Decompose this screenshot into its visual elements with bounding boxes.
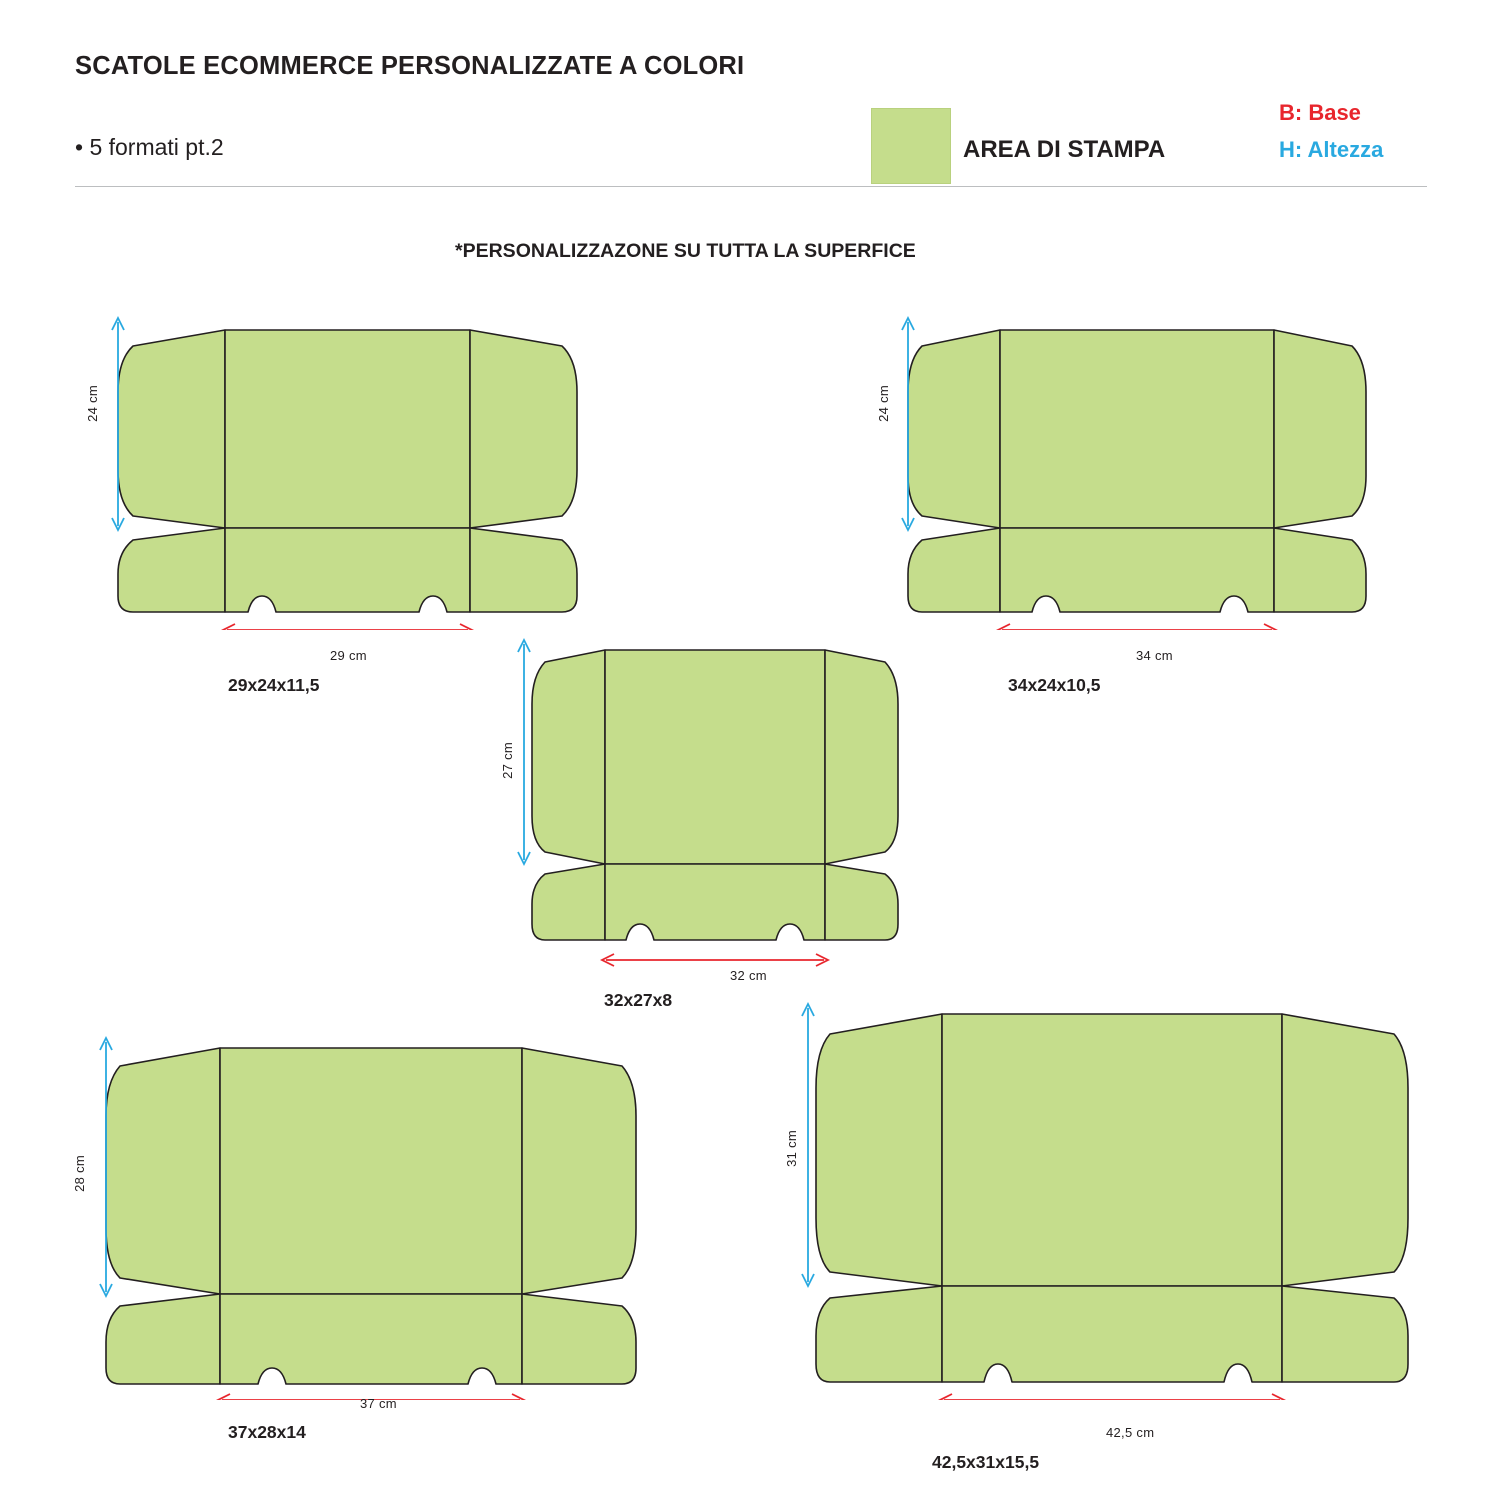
bottom-center-panel: [225, 528, 470, 612]
height-label-box1: 24 cm: [85, 385, 100, 422]
width-arrow: [998, 624, 1276, 630]
width-label-box2: 34 cm: [1136, 648, 1173, 663]
right-flap: [1282, 1014, 1408, 1286]
box-dieline-svg: [90, 1030, 650, 1400]
bottom-right-flap: [1274, 528, 1366, 612]
center-panel: [220, 1048, 522, 1294]
box-dieline-svg: [790, 1000, 1420, 1400]
bottom-center-panel: [1000, 528, 1274, 612]
height-label-box3: 27 cm: [500, 742, 515, 779]
left-flap: [908, 330, 1000, 528]
bottom-right-flap: [522, 1294, 636, 1384]
personalization-note: *PERSONALIZZAZONE SU TUTTA LA SUPERFICE: [455, 240, 916, 262]
caption-box2: 34x24x10,5: [1008, 675, 1101, 695]
center-panel: [1000, 330, 1274, 528]
left-flap: [118, 330, 225, 528]
legend-altezza-label: H: Altezza: [1279, 137, 1384, 162]
header: [0, 0, 1500, 190]
bottom-center-panel: [220, 1294, 522, 1384]
right-flap: [1274, 330, 1366, 528]
width-label-box4: 37 cm: [360, 1396, 397, 1411]
print-area-label: AREA DI STAMPA: [963, 136, 1166, 163]
box-dieline-svg: [100, 300, 600, 630]
box-diagram-34x24x10-5: [870, 300, 1370, 630]
left-flap: [816, 1014, 942, 1286]
box-diagram-29x24x11-5: [100, 300, 600, 630]
bottom-left-flap: [118, 528, 225, 612]
box-diagram-32x27x8: [500, 630, 920, 970]
bottom-right-flap: [1282, 1286, 1408, 1382]
legend-base-label: B: Base: [1279, 100, 1361, 125]
caption-box5: 42,5x31x15,5: [932, 1452, 1040, 1472]
bottom-left-flap: [816, 1286, 942, 1382]
page-title: SCATOLE ECOMMERCE PERSONALIZZATE A COLORI: [75, 52, 745, 80]
print-area-swatch: [871, 108, 951, 184]
left-flap: [106, 1048, 220, 1294]
box-diagram-37x28x14: [90, 1030, 650, 1400]
left-flap: [532, 650, 605, 864]
height-label-box4: 28 cm: [72, 1155, 87, 1192]
bottom-center-panel: [942, 1286, 1282, 1382]
bottom-right-flap: [470, 528, 577, 612]
center-panel: [225, 330, 470, 528]
right-flap: [522, 1048, 636, 1294]
bottom-center-panel: [605, 864, 825, 940]
page-subtitle: • 5 formati pt.2: [75, 134, 224, 160]
header-divider: [75, 186, 1427, 187]
bottom-left-flap: [908, 528, 1000, 612]
width-arrow: [223, 624, 472, 630]
width-label-box1: 29 cm: [330, 648, 367, 663]
right-flap: [825, 650, 898, 864]
box-dieline-svg: [500, 630, 920, 970]
width-arrow: [940, 1394, 1284, 1400]
height-arrow: [802, 1004, 814, 1286]
width-label-box3: 32 cm: [730, 968, 767, 983]
center-panel: [942, 1014, 1282, 1286]
caption-box3: 32x27x8: [604, 990, 673, 1010]
height-label-box2: 24 cm: [876, 385, 891, 422]
right-flap: [470, 330, 577, 528]
width-label-box5: 42,5 cm: [1106, 1425, 1155, 1440]
width-arrow: [602, 954, 828, 966]
box-diagram-42-5x31x15-5: [790, 1000, 1420, 1400]
caption-box4: 37x28x14: [228, 1422, 306, 1442]
caption-box1: 29x24x11,5: [228, 675, 320, 695]
box-dieline-svg: [870, 300, 1370, 630]
height-arrow: [518, 640, 530, 864]
bottom-left-flap: [106, 1294, 220, 1384]
center-panel: [605, 650, 825, 864]
bottom-left-flap: [532, 864, 605, 940]
bottom-right-flap: [825, 864, 898, 940]
height-label-box5: 31 cm: [784, 1130, 799, 1167]
